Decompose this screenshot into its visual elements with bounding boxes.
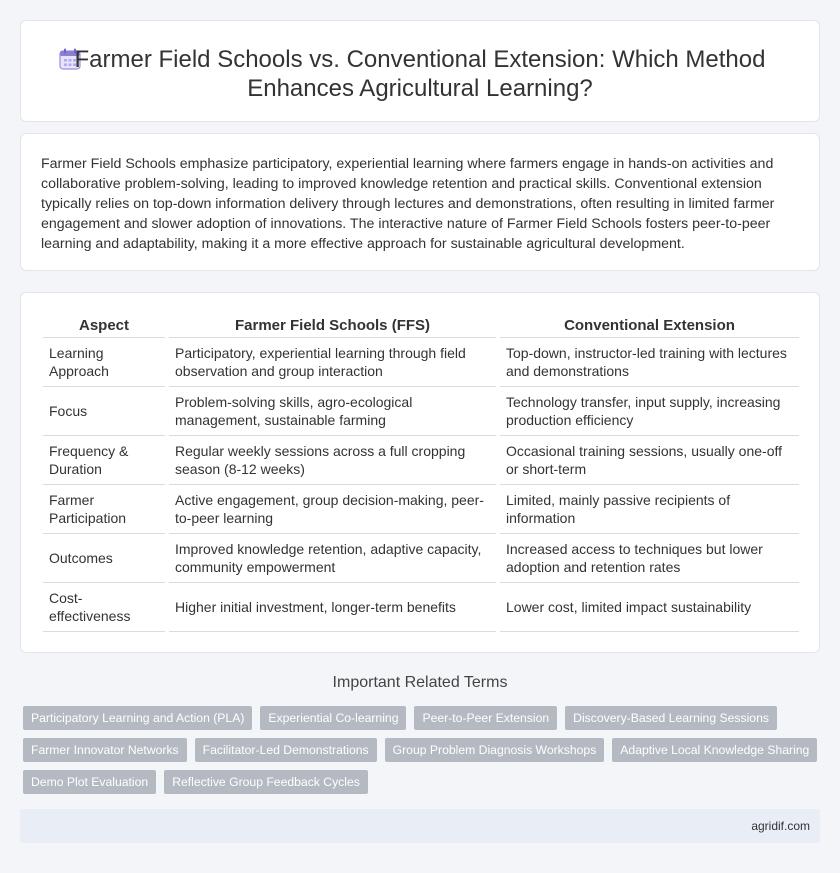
comparison-table-card (20, 292, 820, 653)
table-cell-ffs: Problem-solving skills, agro-ecological management, sustainable farming (167, 386, 498, 435)
table-header-row (43, 313, 799, 337)
table-cell-ffs: Participatory, experiential learning through field observation and group interaction (167, 337, 498, 386)
related-term-tag[interactable]: Group Problem Diagnosis Workshops (385, 738, 605, 762)
tag-row (23, 770, 823, 794)
related-term-tag[interactable]: Adaptive Local Knowledge Sharing (612, 738, 817, 762)
table-row (43, 386, 799, 435)
related-term-tag[interactable]: Farmer Innovator Networks (23, 738, 187, 762)
table-cell-conventional: Increased access to techniques but lower adoption and retention rates (498, 533, 799, 582)
table-cell-conventional: Top-down, instructor-led training with lectures and demonstrations (498, 337, 799, 386)
table-cell-aspect: Outcomes (43, 533, 167, 582)
table-cell-aspect: Focus (43, 386, 167, 435)
table-row (43, 582, 799, 631)
intro-card (20, 133, 820, 271)
related-term-tag[interactable]: Demo Plot Evaluation (23, 770, 156, 794)
related-term-tag[interactable]: Experiential Co-learning (260, 706, 406, 730)
column-header-conventional: Conventional Extension (498, 313, 799, 337)
related-term-tag[interactable]: Reflective Group Feedback Cycles (164, 770, 368, 794)
related-term-tag[interactable]: Participatory Learning and Action (PLA) (23, 706, 252, 730)
table-cell-aspect: Farmer Participation (43, 484, 167, 533)
table-cell-conventional: Lower cost, limited impact sustainability (498, 582, 799, 631)
footer-site-link[interactable]: agridif.com (751, 819, 810, 833)
related-terms-tags (23, 706, 823, 802)
table-cell-ffs: Improved knowledge retention, adaptive capacity, community empowerment (167, 533, 498, 582)
table-cell-ffs: Regular weekly sessions across a full cropping season (8-12 weeks) (167, 435, 498, 484)
table-cell-conventional: Limited, mainly passive recipients of information (498, 484, 799, 533)
page-title (21, 45, 819, 103)
table-row (43, 484, 799, 533)
column-header-ffs: Farmer Field Schools (FFS) (167, 313, 498, 337)
table-cell-conventional: Technology transfer, input supply, increasing production efficiency (498, 386, 799, 435)
intro-paragraph: Farmer Field Schools emphasize participatory, experiential learning where farmers engage in hands-on activities and collaborative problem-solving, leading to improved knowledge retention and practical skills. Conventional extension typically relies on top-down information delivery through lectures and demonstrations, often resulting in limited farmer engagement and slower adoption of innovations. The interactive nature of Farmer Field Schools fosters peer-to-peer learning and adaptability, making it a more effective approach for sustainable agricultural development. (41, 156, 775, 252)
table-row (43, 337, 799, 386)
comparison-table (43, 313, 799, 632)
table-cell-aspect: Frequency & Duration (43, 435, 167, 484)
related-term-tag[interactable]: Peer-to-Peer Extension (414, 706, 557, 730)
related-terms-heading: Important Related Terms (332, 674, 508, 691)
table-row (43, 533, 799, 582)
related-term-tag[interactable]: Facilitator-Led Demonstrations (195, 738, 377, 762)
tag-row (23, 738, 823, 762)
tag-row (23, 706, 823, 730)
page-title-line-1: Farmer Field Schools vs. Conventional Extension: Which Method (74, 46, 766, 73)
footer (20, 809, 820, 843)
table-cell-aspect: Cost-effectiveness (43, 582, 167, 631)
table-cell-ffs: Active engagement, group decision-making, peer-to-peer learning (167, 484, 498, 533)
table-cell-aspect: Learning Approach (43, 337, 167, 386)
page-title-line-2: Enhances Agricultural Learning? (247, 75, 593, 102)
table-row (43, 435, 799, 484)
table-cell-conventional: Occasional training sessions, usually one-off or short-term (498, 435, 799, 484)
related-term-tag[interactable]: Discovery-Based Learning Sessions (565, 706, 777, 730)
header-card (20, 20, 820, 122)
table-cell-ffs: Higher initial investment, longer-term benefits (167, 582, 498, 631)
column-header-aspect: Aspect (43, 313, 167, 337)
